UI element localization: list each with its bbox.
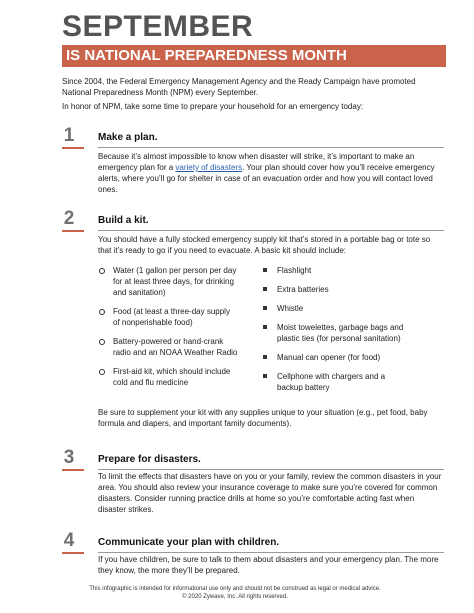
section-divider (98, 469, 444, 470)
step-underline (62, 469, 84, 471)
list-item: Moist towelettes, garbage bags and plastic ties (for personal sanitation) (262, 322, 412, 344)
copyright-text: © 2020 Zywave, Inc. All rights reserved. (182, 594, 288, 600)
step-number: 4 (63, 530, 75, 551)
page-title: SEPTEMBER (62, 10, 254, 43)
list-item: Extra batteries (262, 284, 412, 295)
list-item: Food (at least a three-day supply of nonperishable food) (98, 306, 238, 328)
list-item: Cellphone with chargers and a backup battery (262, 371, 412, 393)
section-body: You should have a fully stocked emergency supply kit that’s stored in a portable bag or tote so that it’s ready to go if you need to evacuate. A basic kit should include: (98, 235, 431, 255)
intro-prompt: In honor of NPM, take some time to prepare your household for an emergency today: (62, 102, 364, 111)
step-number-badge (62, 530, 86, 553)
kit-list-right (262, 265, 412, 401)
section-heading: Communicate your plan with children. (98, 537, 280, 548)
step-number-badge (62, 125, 86, 148)
footer-disclaimer (62, 585, 408, 601)
list-item: Water (1 gallon per person per day for at least three days, for drinking and sanitation) (98, 265, 238, 298)
list-item: Whistle (262, 303, 412, 314)
section-body: If you have children, be sure to talk to them about disasters and your emergency plan. The more they know, the more they’ll be prepared. (98, 555, 439, 575)
disclaimer-text: This infographic is intended for informational use only and should not be construed as legal or medical advice. (89, 586, 381, 592)
list-item: Flashlight (262, 265, 412, 276)
section-divider (98, 147, 444, 148)
step-number: 2 (63, 208, 75, 229)
section-divider (98, 552, 444, 553)
section-heading: Make a plan. (98, 132, 158, 143)
step-number-badge (62, 447, 86, 470)
section-body-text: Because it’s almost impossible to know when disaster will strike, it’s important to make an emergency plan for a (98, 152, 415, 172)
section-closing: Be sure to supplement your kit with any supplies unique to your situation (e.g., pet food, baby formula and diapers, and important family documents). (98, 408, 428, 428)
section-body (98, 151, 442, 195)
list-item: First-aid kit, which should include cold and flu medicine (98, 366, 238, 388)
kit-list-left (98, 265, 238, 396)
section-divider (98, 230, 444, 231)
list-item: Manual can opener (for food) (262, 352, 412, 363)
step-number: 3 (63, 447, 75, 468)
section-heading: Prepare for disasters. (98, 454, 201, 465)
intro-paragraph: Since 2004, the Federal Emergency Management Agency and the Ready Campaign have promoted National Preparedness Month (NPM) every September. (62, 77, 416, 97)
list-item: Battery-powered or hand-crank radio and an NOAA Weather Radio (98, 336, 238, 358)
step-number-badge (62, 208, 86, 231)
step-underline (62, 230, 84, 232)
section-body-text-cont: . Your plan should cover how you’ll receive emergency alerts, where you’ll go for shelter in case of an evacuation order and how you will contact loved ones. (98, 163, 435, 194)
step-underline (62, 552, 84, 554)
title-banner: IS NATIONAL PREPAREDNESS MONTH (62, 45, 446, 67)
variety-of-disasters-link[interactable]: variety of disasters (175, 163, 243, 172)
section-heading: Build a kit. (98, 215, 149, 226)
step-number: 1 (63, 125, 75, 146)
step-underline (62, 147, 84, 149)
section-body: To limit the effects that disasters have on you or your family, review the common disasters in your area. You should also review your insurance coverage to make sure you’re covered for common disasters. Consider running practice drills at home so you’re comfortable acting fast when disaster strikes. (98, 472, 442, 514)
